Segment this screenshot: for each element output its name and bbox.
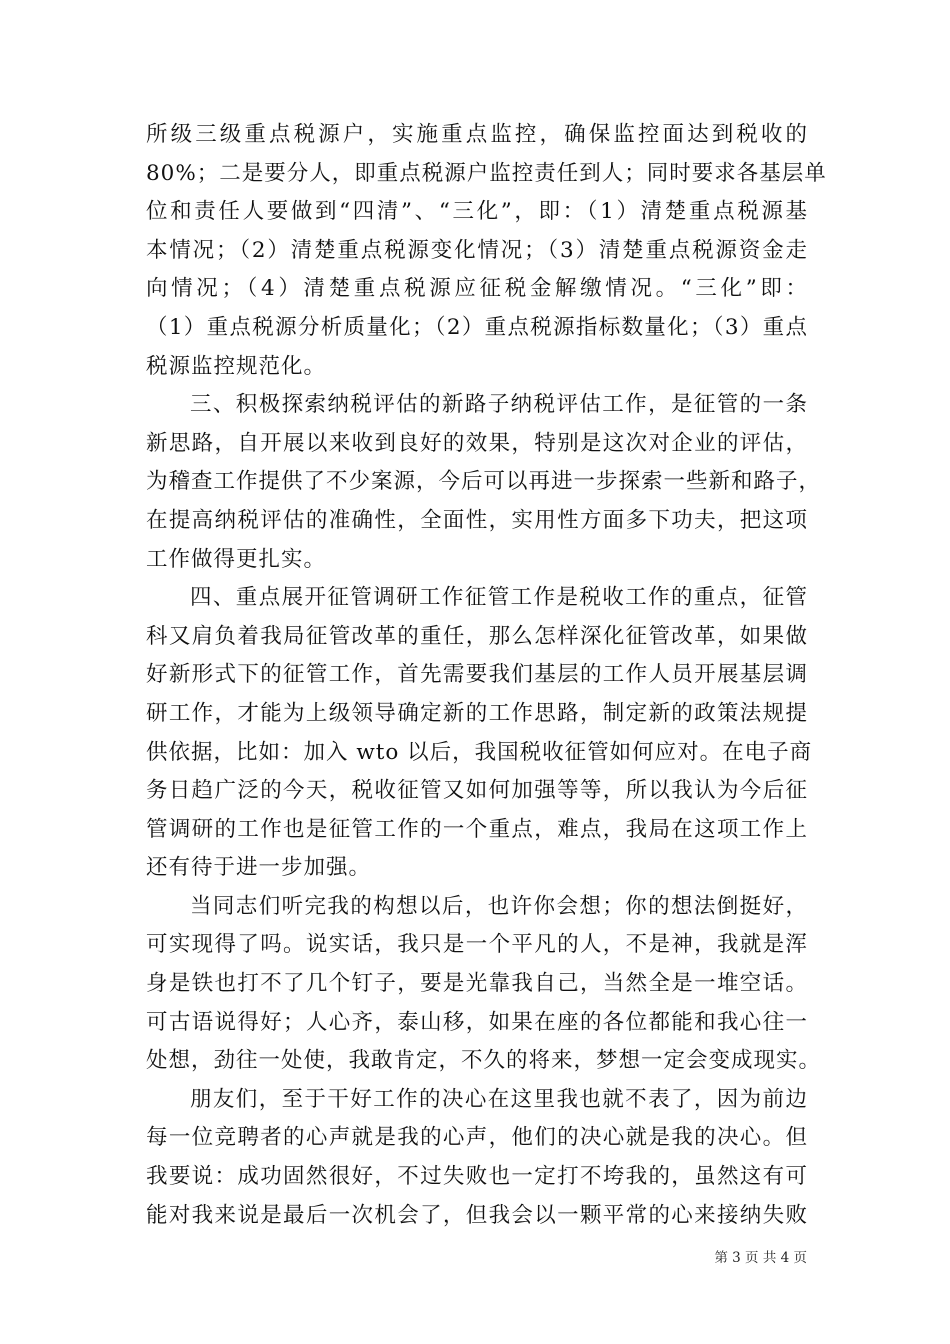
text-line: 科又肩负着我局征管改革的重任，那么怎样深化征管改革，如果做 <box>146 623 808 649</box>
text-line: 为稽查工作提供了不少案源，今后可以再进一步探索一些新和路子， <box>146 469 822 495</box>
body-text <box>146 116 827 1235</box>
text-line: （1）重点税源分析质量化；（2）重点税源指标数量化；（3）重点 <box>146 314 808 340</box>
text-line: 我要说：成功固然很好，不过失败也一定打不垮我的，虽然这有可 <box>146 1164 808 1190</box>
text-line: 务日趋广泛的今天，税收征管又如何加强等等，所以我认为今后征 <box>146 778 808 804</box>
text-line: 位和责任人要做到“四清”、“三化”，即：（1）清楚重点税源基 <box>146 199 808 225</box>
text-line: 能对我来说是最后一次机会了，但我会以一颗平常的心来接纳失败 <box>146 1202 808 1228</box>
paragraph-start-line: 四、重点展开征管调研工作征管工作是税收工作的重点，征管 <box>190 585 808 611</box>
paragraph-start-line: 朋友们，至于干好工作的决心在这里我也就不表了，因为前边 <box>190 1086 808 1112</box>
text-line: 所级三级重点税源户，实施重点监控，确保监控面达到税收的 <box>146 122 808 147</box>
text-line: 好新形式下的征管工作，首先需要我们基层的工作人员开展基层调 <box>146 662 808 688</box>
text-line: 每一位竞聘者的心声就是我的心声，他们的决心就是我的决心。但 <box>146 1125 808 1151</box>
text-line: 新思路，自开展以来收到良好的效果，特别是这次对企业的评估， <box>146 430 808 456</box>
paragraph-start-line: 当同志们听完我的构想以后，也许你会想；你的想法倒挺好， <box>190 893 808 919</box>
text-line: 可实现得了吗。说实话，我只是一个平凡的人，不是神，我就是浑 <box>146 932 808 958</box>
text-line: 处想，劲往一处使，我敢肯定，不久的将来，梦想一定会变成现实。 <box>146 1048 822 1074</box>
text-line: 管调研的工作也是征管工作的一个重点，难点，我局在这项工作上 <box>146 816 808 842</box>
text-line: 本情况；（2）清楚重点税源变化情况；（3）清楚重点税源资金走 <box>146 237 808 263</box>
text-line: 身是铁也打不了几个钉子，要是光靠我自己，当然全是一堆空话。 <box>146 971 808 997</box>
paragraph-start-line: 三、积极探索纳税评估的新路子纳税评估工作，是征管的一条 <box>190 392 808 418</box>
page-number: 第 3 页 共 4 页 <box>714 1250 807 1266</box>
text-line: 在提高纳税评估的准确性，全面性，实用性方面多下功夫，把这项 <box>146 507 808 533</box>
text-line: 80%；二是要分人，即重点税源户监控责任到人；同时要求各基层单 <box>146 160 827 186</box>
text-line: 工作做得更扎实。 <box>146 546 327 572</box>
text-line: 向情况；（4）清楚重点税源应征税金解缴情况。“三化”即： <box>146 276 808 302</box>
text-line: 税源监控规范化。 <box>146 353 327 379</box>
text-line: 研工作，才能为上级领导确定新的工作思路，制定新的政策法规提 <box>146 700 808 726</box>
text-line: 可古语说得好；人心齐，泰山移，如果在座的各位都能和我心往一 <box>146 1009 808 1035</box>
text-line: 供依据，比如：加入 wto 以后，我国税收征管如何应对。在电子商 <box>146 739 813 765</box>
text-line: 还有待于进一步加强。 <box>146 855 372 881</box>
